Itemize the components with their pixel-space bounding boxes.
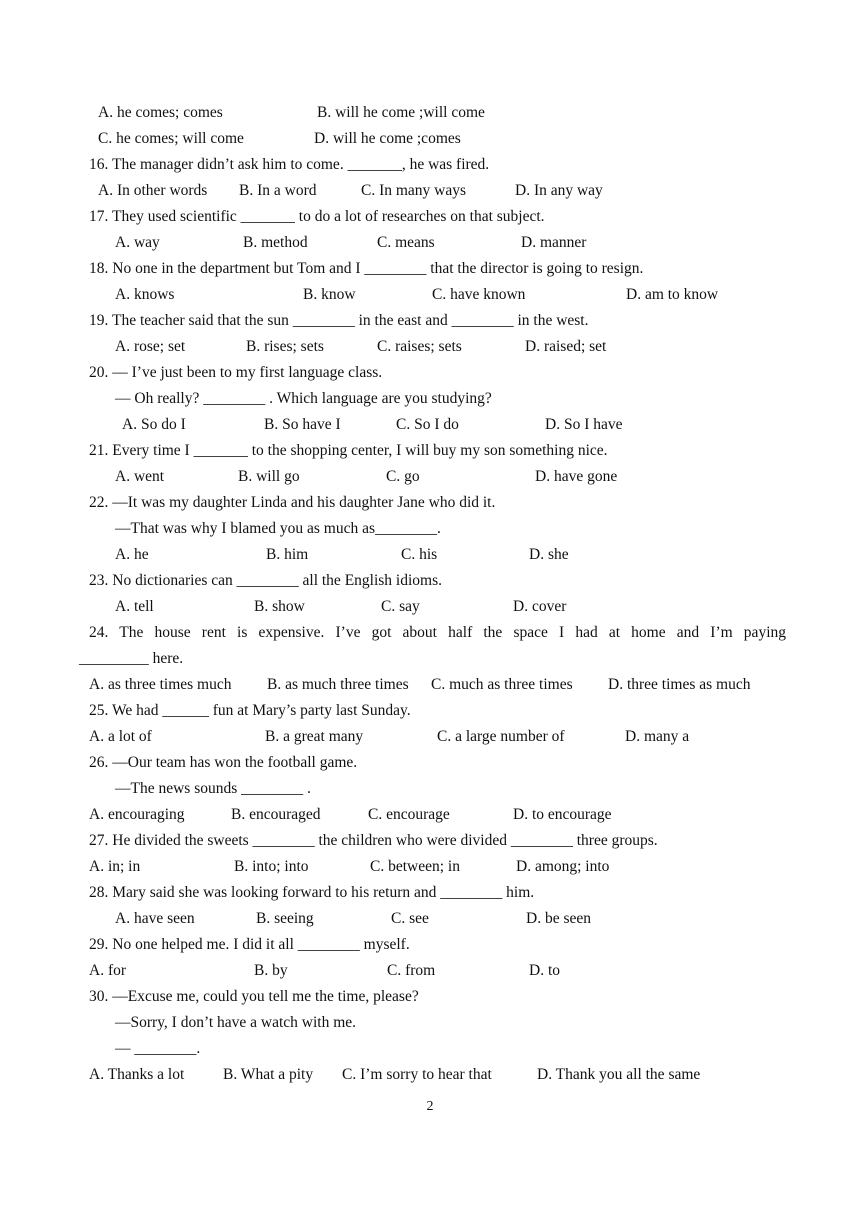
text-line: 24. The house rent is expensive. I’ve got about half the space I had at home and I’m paying	[89, 624, 786, 641]
option-text: B. as much three times	[267, 676, 409, 693]
text-line: A. in; in	[89, 858, 141, 875]
option-text: C. a large number of	[437, 728, 565, 745]
option-text: D. have gone	[535, 468, 618, 485]
text-line: A. knows	[115, 286, 175, 303]
text-line: —The news sounds ________ .	[115, 780, 311, 797]
option-text: D. will he come ;comes	[314, 130, 461, 147]
text-line: 25. We had ______ fun at Mary’s party last Sunday.	[89, 702, 411, 719]
text-line: 23. No dictionaries can ________ all the English idioms.	[89, 572, 443, 589]
option-text: B. by	[254, 962, 288, 979]
text-line: 22. —It was my daughter Linda and his daughter Jane who did it.	[89, 494, 496, 511]
option-text: B. into; into	[234, 858, 309, 875]
option-text: C. In many ways	[361, 182, 467, 199]
text-line: 17. They used scientific _______ to do a lot of researches on that subject.	[89, 208, 545, 225]
option-text: D. among; into	[516, 858, 610, 875]
option-text: D. be seen	[526, 910, 591, 927]
option-text: B. What a pity	[223, 1066, 314, 1083]
option-text: C. I’m sorry to hear that	[342, 1066, 492, 1083]
option-text: D. In any way	[515, 182, 603, 199]
option-text: C. So I do	[396, 416, 459, 433]
text-line: — Oh really? ________ . Which language are you studying?	[115, 390, 492, 407]
text-line: 28. Mary said she was looking forward to his return and ________ him.	[89, 884, 535, 901]
text-line: 30. —Excuse me, could you tell me the time, please?	[89, 988, 419, 1005]
option-text: D. manner	[521, 234, 587, 251]
option-text: D. cover	[513, 598, 567, 615]
option-text: B. know	[303, 286, 356, 303]
option-text: C. from	[387, 962, 436, 979]
text-line: — ________.	[115, 1040, 201, 1057]
text-line: 26. —Our team has won the football game.	[89, 754, 358, 771]
option-text: B. In a word	[239, 182, 317, 199]
option-text: D. So I have	[545, 416, 623, 433]
option-text: C. between; in	[370, 858, 460, 875]
text-line: 16. The manager didn’t ask him to come. _______, he was fired.	[89, 156, 490, 173]
text-line: A. In other words	[98, 182, 208, 199]
option-text: B. method	[243, 234, 308, 251]
text-line: 21. Every time I _______ to the shopping center, I will buy my son something nice.	[89, 442, 608, 459]
option-text: D. am to know	[626, 286, 719, 303]
option-text: C. go	[386, 468, 420, 485]
option-text: B. encouraged	[231, 806, 321, 823]
text-line: A. have seen	[115, 910, 195, 927]
text-line: 20. — I’ve just been to my first language class.	[89, 364, 383, 381]
option-text: B. So have I	[264, 416, 341, 433]
option-text: D. raised; set	[525, 338, 607, 355]
text-line: A. way	[115, 234, 160, 251]
option-text: D. three times as much	[608, 676, 751, 693]
option-text: C. raises; sets	[377, 338, 462, 355]
page-number: 2	[426, 1099, 434, 1114]
text-line: A. encouraging	[89, 806, 185, 823]
option-text: C. much as three times	[431, 676, 573, 693]
option-text: B. show	[254, 598, 305, 615]
text-line: A. So do I	[122, 416, 186, 433]
text-line: 27. He divided the sweets ________ the children who were divided ________ three groups.	[89, 832, 658, 849]
option-text: B. will go	[238, 468, 300, 485]
option-text: D. to	[529, 962, 560, 979]
option-text: C. see	[391, 910, 429, 927]
option-text: B. will he come ;will come	[317, 104, 485, 121]
option-text: B. rises; sets	[246, 338, 324, 355]
text-line: A. Thanks a lot	[89, 1066, 185, 1083]
text-line: 19. The teacher said that the sun ________ in the east and ________ in the west.	[89, 312, 589, 329]
option-text: C. encourage	[368, 806, 450, 823]
text-line: _________ here.	[79, 650, 184, 667]
text-line: A. went	[115, 468, 165, 485]
option-text: D. she	[529, 546, 569, 563]
text-line: A. he comes; comes	[98, 104, 223, 121]
option-text: C. his	[401, 546, 438, 563]
option-text: D. many a	[625, 728, 690, 745]
option-text: C. say	[381, 598, 420, 615]
option-text: B. him	[266, 546, 309, 563]
option-text: D. to encourage	[513, 806, 612, 823]
text-line: 29. No one helped me. I did it all ________ myself.	[89, 936, 410, 953]
text-line: A. a lot of	[89, 728, 152, 745]
option-text: C. have known	[432, 286, 526, 303]
text-line: 18. No one in the department but Tom and I ________ that the director is going to resign.	[89, 260, 644, 277]
option-text: B. seeing	[256, 910, 314, 927]
text-line: A. he	[115, 546, 149, 563]
text-line: —That was why I blamed you as much as________.	[115, 520, 441, 537]
text-line: A. as three times much	[89, 676, 232, 693]
text-line: —Sorry, I don’t have a watch with me.	[115, 1014, 357, 1031]
option-text: D. Thank you all the same	[537, 1066, 701, 1083]
text-line: A. for	[89, 962, 127, 979]
option-text: B. a great many	[265, 728, 364, 745]
text-line: C. he comes; will come	[98, 130, 244, 147]
text-line: A. tell	[115, 598, 154, 615]
option-text: C. means	[377, 234, 435, 251]
text-line: A. rose; set	[115, 338, 186, 355]
